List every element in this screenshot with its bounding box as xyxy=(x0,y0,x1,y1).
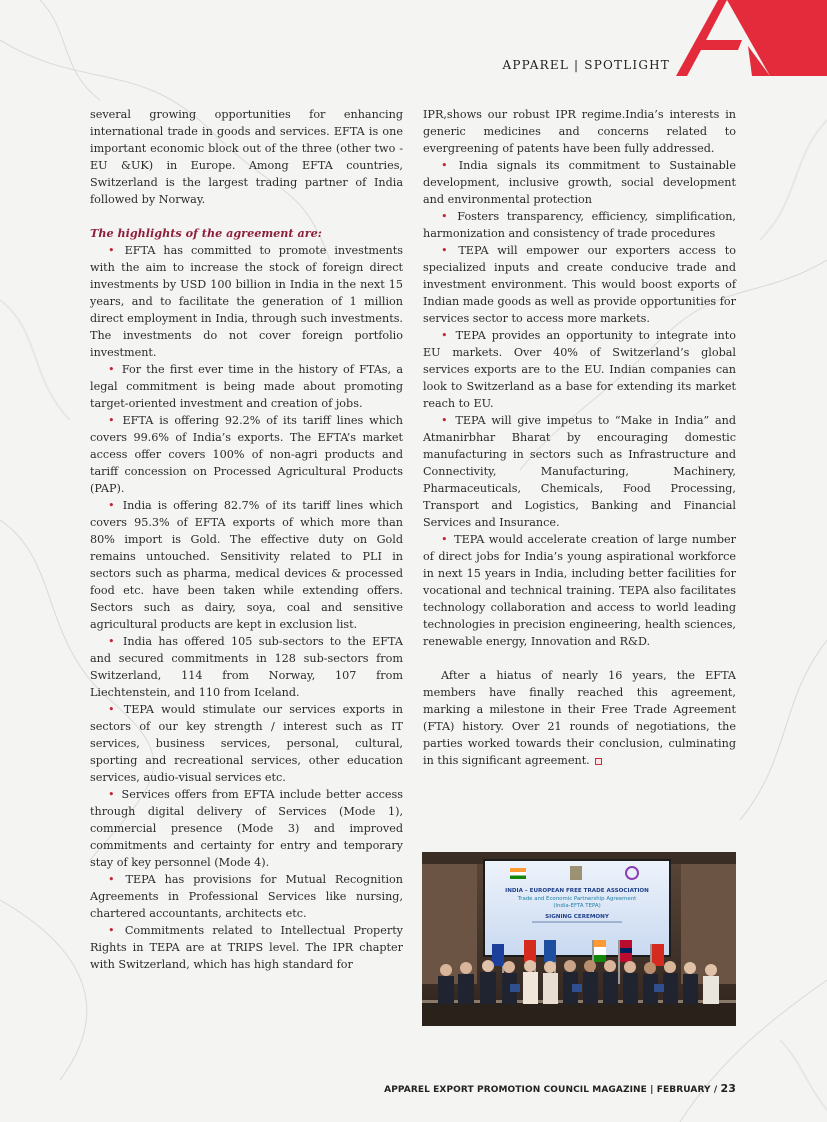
bullet-icon: • xyxy=(108,703,115,716)
bullet-icon: • xyxy=(441,329,448,342)
left-column xyxy=(90,106,403,973)
screen-title: INDIA – EUROPEAN FREE TRADE ASSOCIATION xyxy=(505,888,649,894)
signing-ceremony-photo xyxy=(422,852,736,1026)
list-item: • TEPA has provisions for Mutual Recognition Agreements in Professional Services like nursing, chartered accountants, architects etc. xyxy=(90,873,403,920)
bullet-icon: • xyxy=(441,210,448,223)
list-item: • TEPA would stimulate our services exports in sectors of our key strength / interest such as IT services, business services, personal, cultural, sporting and recreational services, other education services, audio-visual services etc. xyxy=(90,703,404,784)
bullet-icon: • xyxy=(108,788,115,801)
right-column xyxy=(423,106,736,769)
section-label: APPAREL | SPOTLIGHT xyxy=(502,58,670,72)
logo-letter-a xyxy=(676,0,742,76)
bullet-icon: • xyxy=(108,924,115,937)
magazine-logo xyxy=(0,0,827,80)
page-footer xyxy=(300,1082,736,1095)
bullet-icon: • xyxy=(108,635,115,648)
bullet-icon: • xyxy=(108,414,115,427)
list-item: • TEPA provides an opportunity to integrate into EU markets. Over 40% of Switzerland’s global services exports are to the EU. Indian companies can look to Switzerland as a base for extending its market reach to EU. xyxy=(423,329,736,410)
bullet-icon: • xyxy=(441,533,448,546)
screen-subtitle: Trade and Economic Partnership Agreement xyxy=(517,896,637,902)
list-item: • EFTA has committed to promote investments with the aim to increase the stock of foreign direct investments by USD 100 billion in India in the next 15 years, and to facilitate the generation of 1 million direct employment in India, through such investments. The investments do not cover foreign portfolio investment. xyxy=(90,244,403,359)
list-item: • Commitments related to Intellectual Property Rights in TEPA are at TRIPS level. The IPR chapter with Switzerland, which has high standard for xyxy=(90,924,404,971)
list-item: • India has offered 105 sub-sectors to the EFTA and secured commitments in 128 sub-sectors from Switzerland, 114 from Norway, 107 from Liechtenstein, and 110 from Iceland. xyxy=(90,635,403,699)
continuation-paragraph: IPR,shows our robust IPR regime.India’s interests in generic medicines and concerns related to evergreening of patents have been fully addressed. xyxy=(423,108,736,155)
screen-ceremony: SIGNING CEREMONY xyxy=(545,914,609,920)
screen-subtitle-2: (India-EFTA TEPA) xyxy=(553,903,601,909)
bullet-icon: • xyxy=(108,873,115,886)
bullet-icon: • xyxy=(441,244,448,257)
list-item: • TEPA will give impetus to “Make in India” and Atmanirbhar Bharat by encouraging domestic manufacturing in sectors such as Infrastructure and Connectivity, Manufacturing, Machinery, Pharmaceuticals, Chemicals, Food Processing, Transport and Logistics, Banking and Financial Services and Insurance. xyxy=(423,414,736,529)
bullet-icon: • xyxy=(108,363,115,376)
bullet-icon: • xyxy=(441,414,448,427)
list-item: • TEPA would accelerate creation of large number of direct jobs for India’s young aspirational workforce in next 15 years in India, including better facilities for vocational and technical training. TEPA also facilitates technology collaboration and access to world leading technologies in precision engineering, health sciences, renewable energy, Innovation and R&D. xyxy=(423,533,736,648)
intro-paragraph: several growing opportunities for enhancing international trade in goods and services. EFTA is one important economic block out of the three (other two - EU &UK) in Europe. Among EFTA countries, Switzerland is the largest trading partner of India followed by Norway. xyxy=(90,108,403,206)
list-item: • EFTA is offering 92.2% of its tariff lines which covers 99.6% of India’s exports. The EFTA’s market access offer covers 100% of non-agri products and tariff concession on Processed Agricultural Products (PAP). xyxy=(90,414,403,495)
highlights-title: The highlights of the agreement are: xyxy=(90,226,322,240)
closing-paragraph: After a hiatus of nearly 16 years, the EFTA members have finally reached this agreement, marking a milestone in their Free Trade Agreement (FTA) history. Over 21 rounds of negotiations, the parties worked towards their conclusion, culminating in this significant agreement. xyxy=(423,669,736,767)
list-item: • For the first ever time in the history of FTAs, a legal commitment is being made about promoting target-oriented investment and creation of jobs. xyxy=(90,363,403,410)
list-item: • TEPA will empower our exporters access to specialized inputs and create conducive trade and investment environment. This would boost exports of Indian made goods as well as provide opportunities for services sector to access more markets. xyxy=(423,244,736,325)
list-item: • India signals its commitment to Sustainable development, inclusive growth, social development and environmental protection xyxy=(423,159,736,206)
footer-text: APPAREL EXPORT PROMOTION COUNCIL MAGAZINE | FEBRUARY / xyxy=(384,1085,721,1095)
list-item: • India is offering 82.7% of its tariff lines which covers 95.3% of EFTA exports of which more than 80% import is Gold. The effective duty on Gold remains untouched. Sensitivity related to PLI in sectors such as pharma, medical devices & processed food etc. have been taken while extending offers. Sectors such as dairy, soya, coal and sensitive agricultural products are kept in exclusion list. xyxy=(90,499,403,631)
list-item: • Fosters transparency, efficiency, simplification, harmonization and consistency of trade procedures xyxy=(423,210,736,240)
list-item: • Services offers from EFTA include better access through digital delivery of Services (Mode 1), commercial presence (Mode 3) and improved commitments and certainty for entry and temporary stay of key personnel (Mode 4). xyxy=(90,788,403,869)
bullet-icon: • xyxy=(108,499,115,512)
bullet-icon: • xyxy=(108,244,115,257)
end-mark-icon xyxy=(595,758,602,765)
bullet-icon: • xyxy=(441,159,448,172)
page-number: 23 xyxy=(720,1082,736,1095)
